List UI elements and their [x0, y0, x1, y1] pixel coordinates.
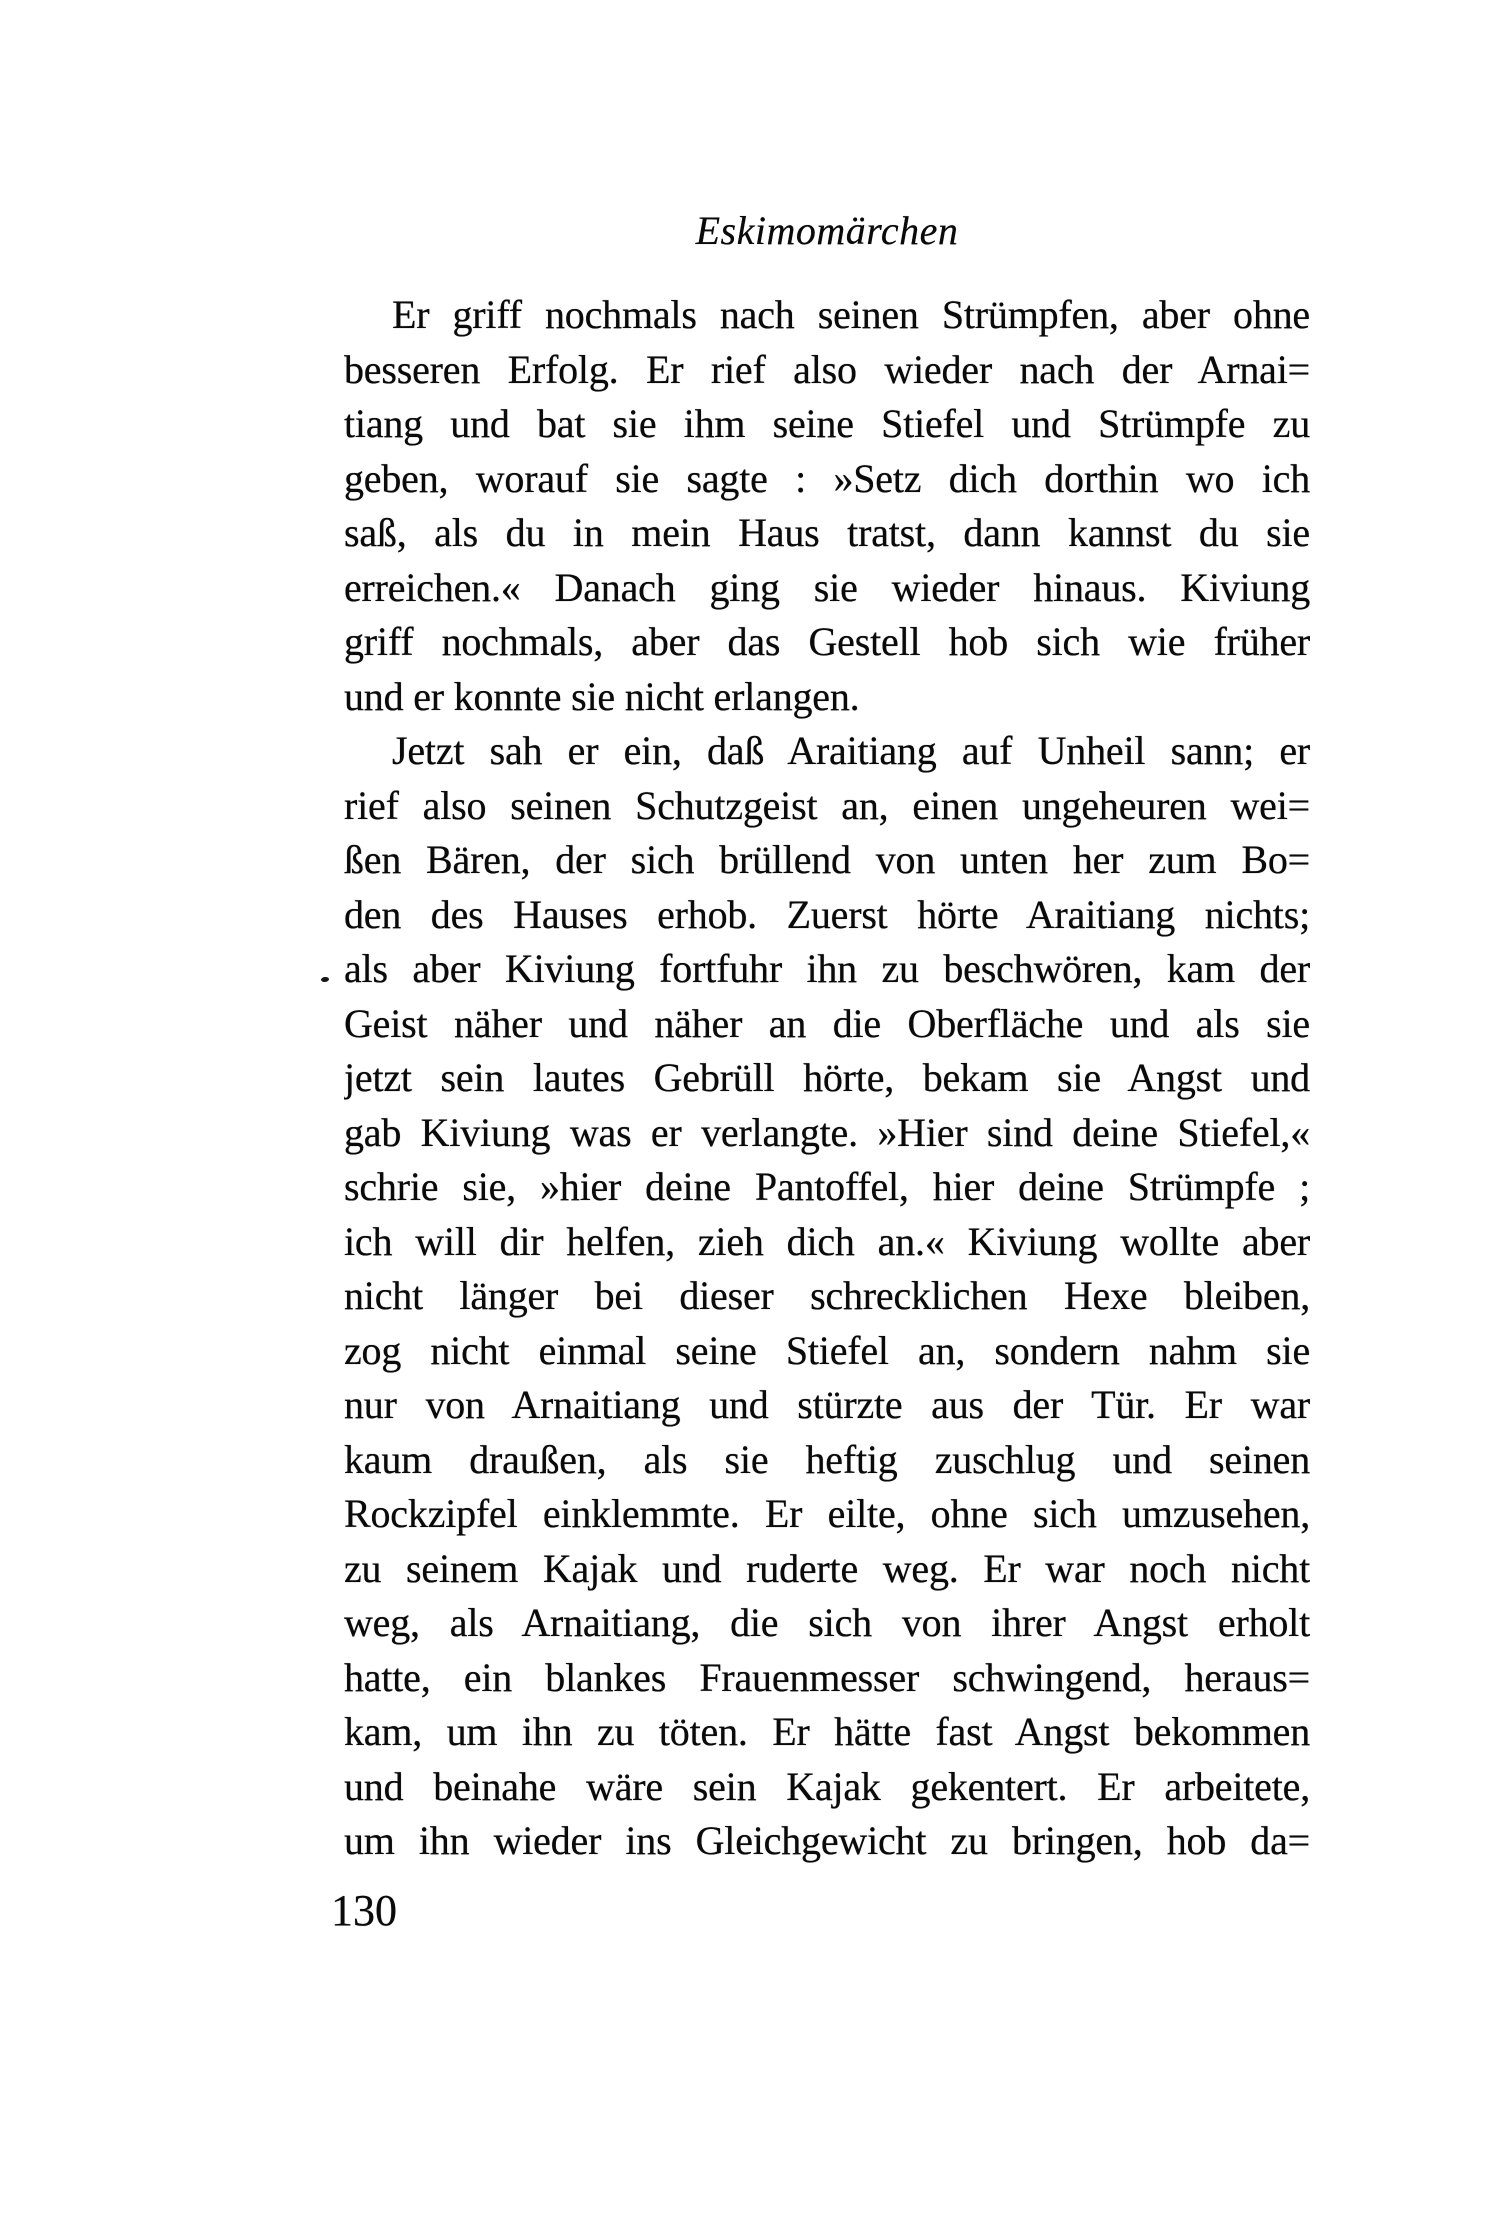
text-line: weg, als Arnaitiang, die sich von ihrer Angst erholt — [344, 1600, 1310, 1645]
text-line: als aber Kiviung fortfuhr ihn zu beschwören, kam der — [344, 946, 1310, 991]
text-line: ßen Bären, der sich brüllend von unten her zum Bo= — [344, 837, 1310, 882]
text-line: besseren Erfolg. Er rief also wieder nach der Arnai= — [344, 346, 1310, 392]
text-line: Geist näher und näher an die Oberfläche und als sie — [344, 1000, 1310, 1046]
text-line: jetzt sein lautes Gebrüll hörte, bekam sie Angst und — [344, 1055, 1310, 1100]
text-line: ich will dir helfen, zieh dich an.« Kiviung wollte aber — [344, 1218, 1310, 1264]
text-block — [344, 288, 1310, 1869]
page-number: 130 — [331, 1886, 397, 1935]
text-line: Er griff nochmals nach seinen Strümpfen, aber ohne — [392, 292, 1310, 337]
scan-speck — [321, 976, 330, 982]
text-line: schrie sie, »hier deine Pantoffel, hier deine Strümpfe ; — [344, 1164, 1310, 1209]
text-line: Jetzt sah er ein, daß Araitiang auf Unheil sann; er — [392, 728, 1310, 773]
text-line: zu seinem Kajak und ruderte weg. Er war noch nicht — [344, 1545, 1310, 1591]
text-line: saß, als du in mein Haus tratst, dann kannst du sie — [344, 510, 1310, 555]
text-line: zog nicht einmal seine Stiefel an, sondern nahm sie — [344, 1327, 1310, 1373]
text-line: um ihn wieder ins Gleichgewicht zu bringen, hob da= — [344, 1818, 1310, 1863]
text-line: hatte, ein blankes Frauenmesser schwingend, heraus= — [344, 1654, 1310, 1700]
text-line: den des Hauses erhob. Zuerst hörte Araitiang nichts; — [344, 891, 1310, 937]
text-line: tiang und bat sie ihm seine Stiefel und Strümpfe zu — [344, 401, 1310, 446]
text-line: gab Kiviung was er verlangte. »Hier sind deine Stiefel,« — [344, 1109, 1310, 1155]
text-line: geben, worauf sie sagte : »Setz dich dorthin wo ich — [344, 455, 1310, 501]
text-line: und beinahe wäre sein Kajak gekentert. Er arbeitete, — [344, 1763, 1310, 1809]
text-line: nur von Arnaitiang und stürzte aus der Tür. Er war — [344, 1382, 1310, 1427]
text-line: erreichen.« Danach ging sie wieder hinaus. Kiviung — [344, 564, 1310, 610]
text-line: kaum draußen, als sie heftig zuschlug und seinen — [344, 1436, 1310, 1482]
text-line: und er konnte sie nicht erlangen. — [344, 673, 860, 719]
text-line: kam, um ihn zu töten. Er hätte fast Angst bekommen — [344, 1709, 1310, 1754]
text-line: Rockzipfel einklemmte. Er eilte, ohne sich umzusehen, — [344, 1491, 1310, 1536]
text-line: rief also seinen Schutzgeist an, einen ungeheuren wei= — [344, 782, 1310, 828]
text-line: nicht länger bei dieser schrecklichen Hexe bleiben, — [344, 1273, 1310, 1318]
running-header: Eskimomärchen — [695, 208, 959, 253]
text-line: griff nochmals, aber das Gestell hob sich wie früher — [344, 619, 1310, 664]
